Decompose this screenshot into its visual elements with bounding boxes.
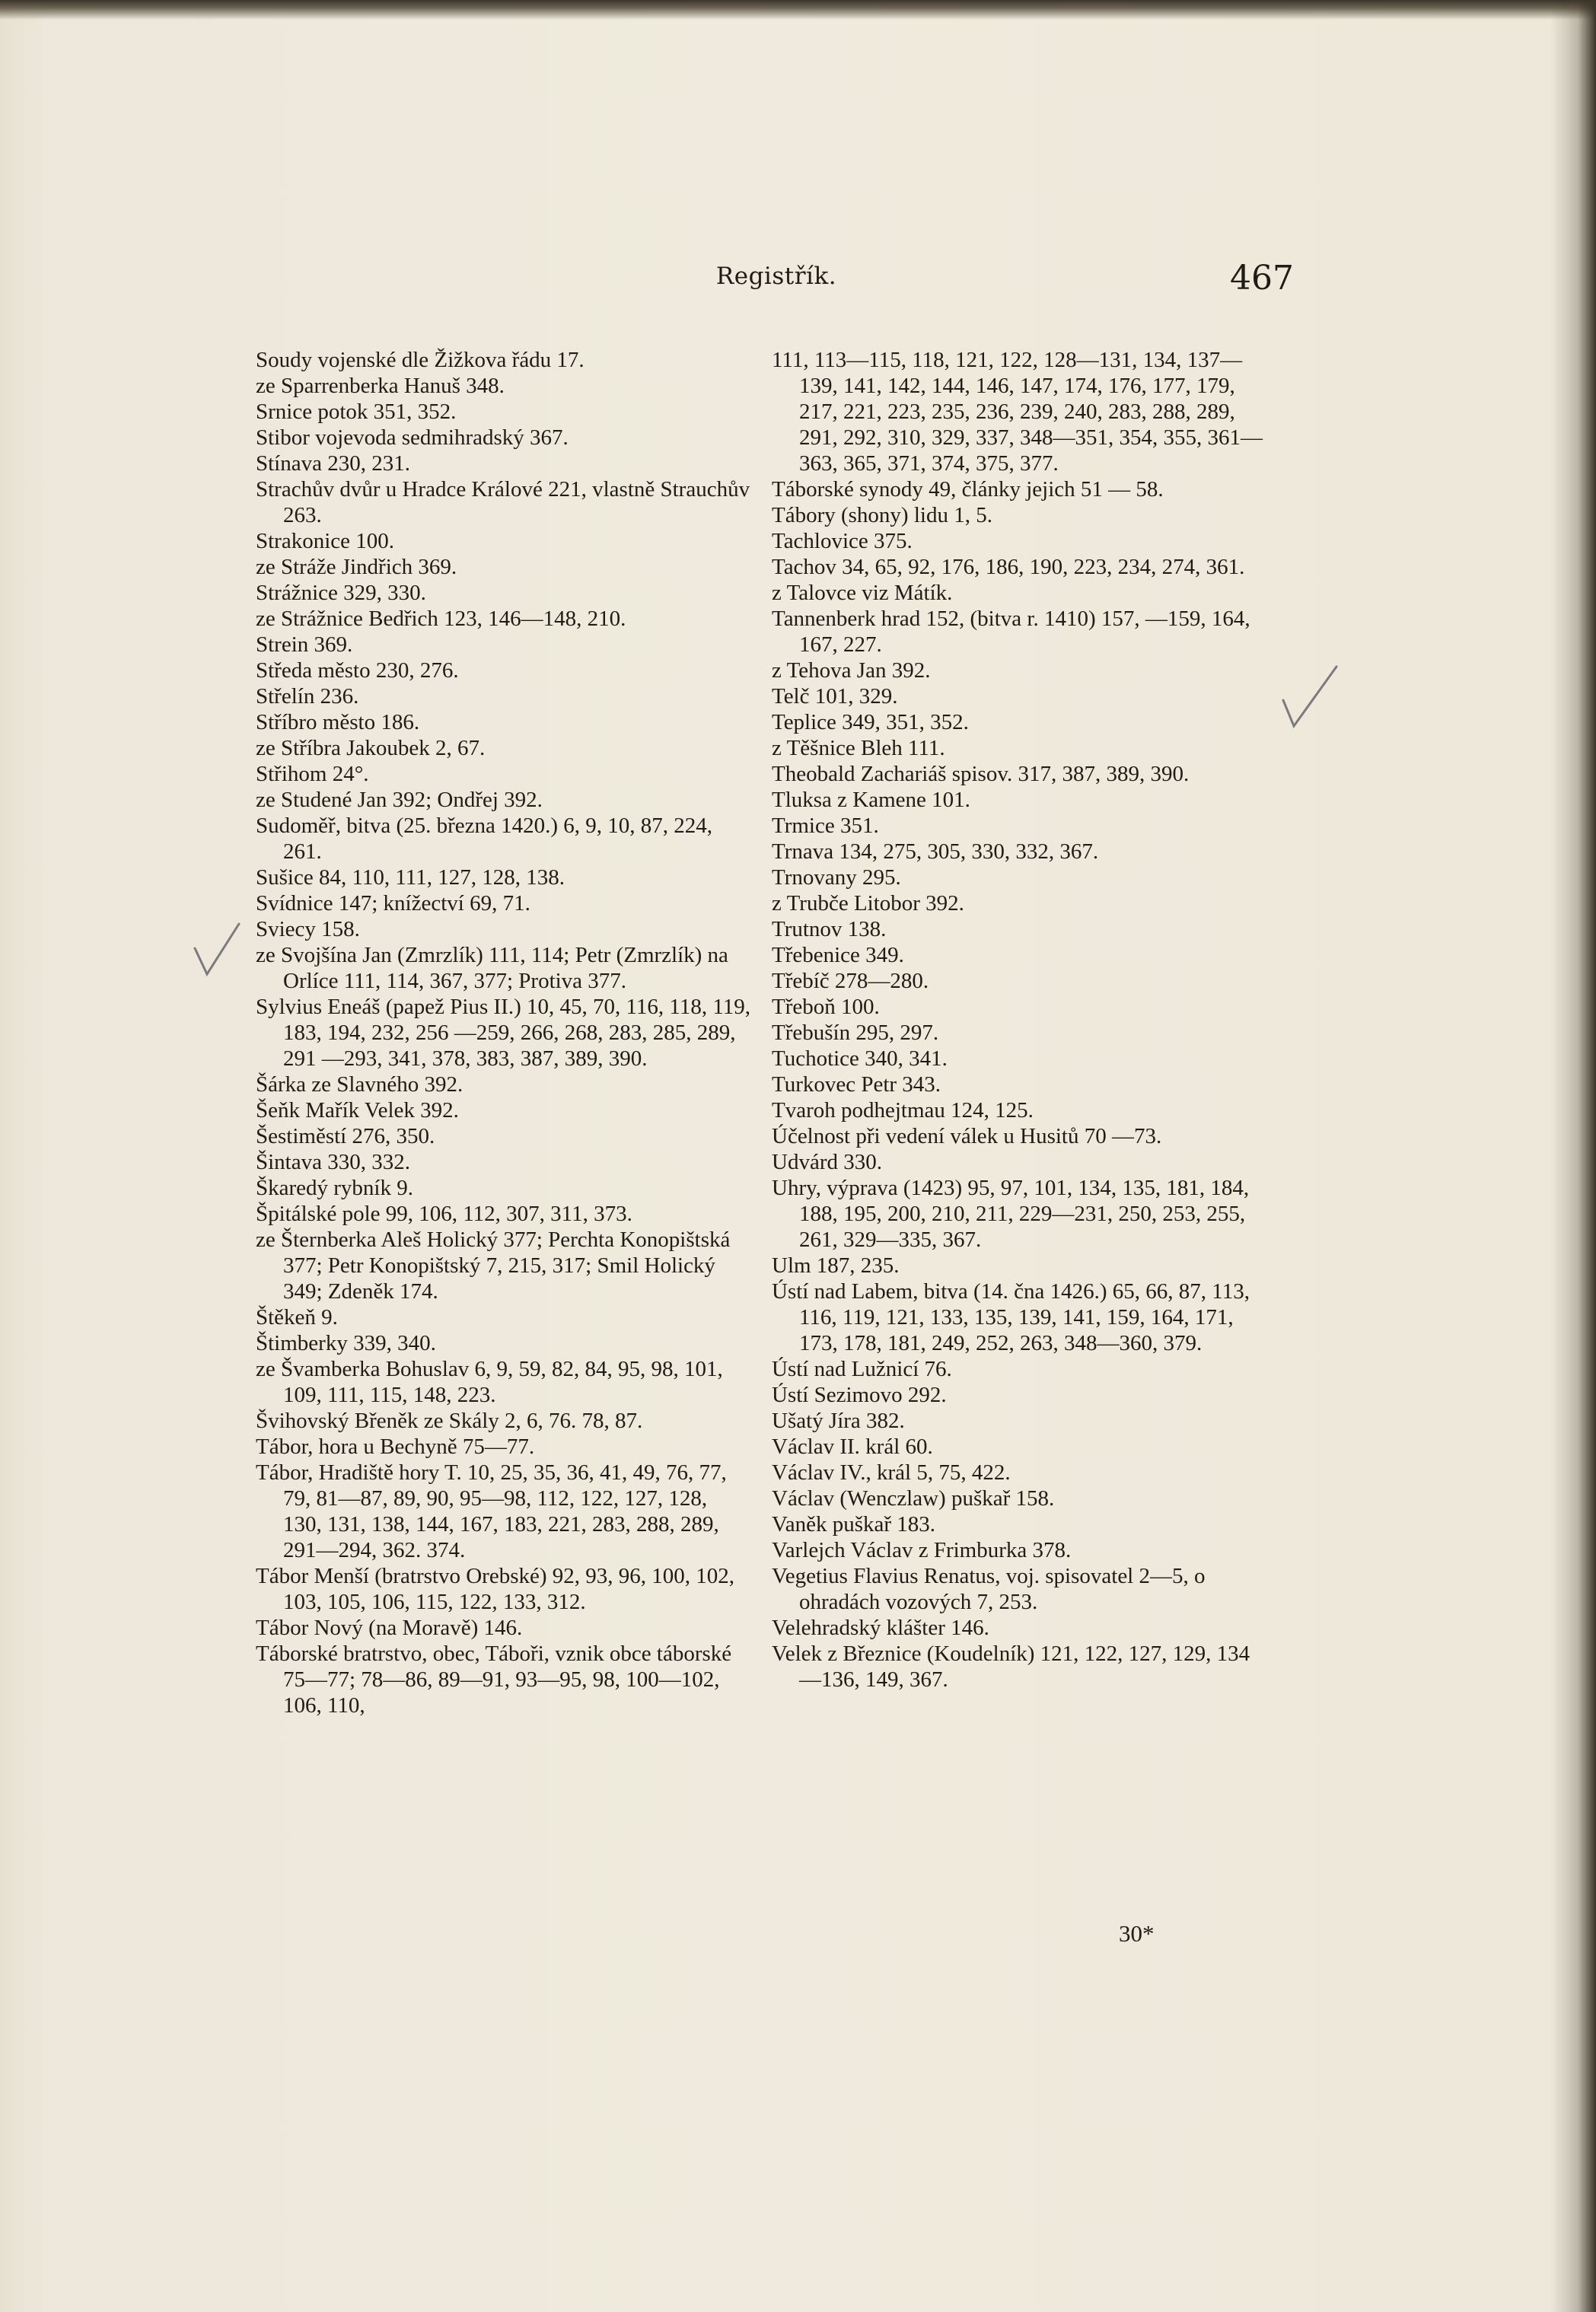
index-entry: Šintava 330, 332.: [256, 1150, 410, 1174]
index-entry: Václav II. král 60.: [772, 1435, 933, 1459]
running-head-title: Registřík.: [715, 263, 837, 290]
index-entry: Táborské synody 49, články jejich 51 — 58.: [772, 477, 1164, 502]
index-entry: Sylvius Eneáš (papež Pius II.) 10, 45, 70, 116, 118, 119, 183, 194, 232, 256 —259, 266, 268, 283, 285, 289, 291 —293, 341, 378, 383, 387, 389, 390.: [256, 995, 751, 1071]
checkmark-icon: [1279, 662, 1340, 731]
checkmark-icon: [190, 921, 244, 982]
index-entry: Turkovec Petr 343.: [772, 1072, 941, 1097]
index-entry: Tábor Nový (na Moravě) 146.: [256, 1616, 523, 1640]
index-entry: Třebíč 278—280.: [772, 969, 929, 993]
index-entry: Strachův dvůr u Hradce Králové 221, vlastně Strauchův 263.: [256, 477, 750, 527]
index-entry: ze Švamberka Bohuslav 6, 9, 59, 82, 84, 95, 98, 101, 109, 111, 115, 148, 223.: [256, 1357, 723, 1407]
index-entry: Táborské bratrstvo, obec, Táboři, vznik obce táborské 75—77; 78—86, 89—91, 93—95, 98, 100—102, 106, 110,: [256, 1642, 732, 1718]
index-entry: Velek z Březnice (Koudelník) 121, 122, 127, 129, 134—136, 149, 367.: [772, 1642, 1250, 1692]
index-entry: Strážnice 329, 330.: [256, 581, 426, 605]
index-entry: Třebenice 349.: [772, 943, 904, 967]
index-entry: Tluksa z Kamene 101.: [772, 788, 970, 812]
index-entry: Šárka ze Slavného 392.: [256, 1072, 464, 1097]
index-entry: ze Stráže Jindřich 369.: [256, 555, 457, 579]
index-entry: Štimberky 339, 340.: [256, 1331, 436, 1355]
index-entry: Varlejch Václav z Frimburka 378.: [772, 1538, 1072, 1562]
index-entry: Účelnost při vedení válek u Husitů 70 —73.: [772, 1124, 1162, 1148]
index-entry: ze Sparrenberka Hanuš 348.: [256, 374, 505, 398]
index-entry: Třeboň 100.: [772, 995, 880, 1019]
index-entry: Trnava 134, 275, 305, 330, 332, 367.: [772, 839, 1099, 864]
printer-signature-mark: 30*: [1119, 1920, 1155, 1947]
index-entry: Sudoměř, bitva (25. března 1420.) 6, 9, 10, 87, 224, 261.: [256, 814, 713, 864]
index-entry: Tachlovice 375.: [772, 529, 913, 553]
index-entry: Stříbro město 186.: [256, 710, 420, 734]
index-entry: z Trubče Litobor 392.: [772, 891, 964, 916]
index-entry: Tuchotice 340, 341.: [772, 1046, 948, 1071]
index-entry: Telč 101, 329.: [772, 684, 898, 709]
index-entry: Švihovský Břeněk ze Skály 2, 6, 76. 78, 87.: [256, 1409, 643, 1433]
index-entry: Tachov 34, 65, 92, 176, 186, 190, 223, 234, 274, 361.: [772, 555, 1245, 579]
index-entry: Ústí nad Lužnicí 76.: [772, 1357, 952, 1381]
index-entry: Václav IV., král 5, 75, 422.: [772, 1460, 1011, 1485]
index-entry: z Tehova Jan 392.: [772, 658, 931, 683]
index-entry: Sušice 84, 110, 111, 127, 128, 138.: [256, 865, 565, 890]
index-entry: ze Strážnice Bedřich 123, 146—148, 210.: [256, 607, 626, 631]
index-entry: ze Studené Jan 392; Ondřej 392.: [256, 788, 543, 812]
index-entry: ze Šternberka Aleš Holický 377; Perchta Konopištská 377; Petr Konopištský 7, 215, 317; Smil Holický 349; Zdeněk 174.: [256, 1228, 731, 1304]
index-entry: Svídnice 147; knížectví 69, 71.: [256, 891, 530, 916]
index-entry: Střihom 24°.: [256, 762, 369, 786]
index-entry: Tábory (shony) lidu 1, 5.: [772, 503, 992, 527]
index-entry: Trutnov 138.: [772, 917, 887, 941]
index-entry: Uhry, výprava (1423) 95, 97, 101, 134, 135, 181, 184, 188, 195, 200, 210, 211, 229—231, 250, 253, 255, 261, 329—335, 367.: [772, 1176, 1250, 1252]
index-entry: Strein 369.: [256, 632, 353, 657]
index-entry: Srnice potok 351, 352.: [256, 400, 457, 424]
index-entry: Tábor Menší (bratrstvo Orebské) 92, 93, 96, 100, 102, 103, 105, 106, 115, 122, 133, 312.: [256, 1564, 735, 1614]
index-entry: Teplice 349, 351, 352.: [772, 710, 969, 734]
index-entry: Trnovany 295.: [772, 865, 901, 890]
index-entry: Theobald Zachariáš spisov. 317, 387, 389, 390.: [772, 762, 1190, 786]
index-column-right: [772, 347, 1266, 1693]
index-entry: Střelín 236.: [256, 684, 359, 709]
index-entry: Sviecy 158.: [256, 917, 360, 941]
index-entry: z Talovce viz Mátík.: [772, 581, 953, 605]
index-entry: Tábor, hora u Bechyně 75—77.: [256, 1435, 535, 1459]
page-number: 467: [1230, 259, 1294, 298]
index-entry: Špitálské pole 99, 106, 112, 307, 311, 373.: [256, 1202, 632, 1226]
index-entry: Středa město 230, 276.: [256, 658, 459, 683]
index-entry: Soudy vojenské dle Žižkova řádu 17.: [256, 348, 585, 372]
index-entry: Udvárd 330.: [772, 1150, 882, 1174]
index-entry: Václav (Wenczlaw) puškař 158.: [772, 1486, 1055, 1511]
index-entry: Tannenberk hrad 152, (bitva r. 1410) 157, —159, 164, 167, 227.: [772, 607, 1250, 657]
index-entry: Škaredý rybník 9.: [256, 1176, 413, 1200]
page-edge-shadow: [1550, 0, 1596, 2312]
index-entry: Ulm 187, 235.: [772, 1253, 900, 1278]
index-entry: Vaněk puškař 183.: [772, 1512, 936, 1537]
index-entry: ze Svojšína Jan (Zmrzlík) 111, 114; Petr (Zmrzlík) na Orlíce 111, 114, 367, 377; Protiva 377.: [256, 943, 728, 993]
index-entry: Šeňk Mařík Velek 392.: [256, 1098, 459, 1123]
index-entry: Ústí nad Labem, bitva (14. čna 1426.) 65, 66, 87, 113, 116, 119, 121, 133, 135, 139, 141, 159, 164, 171, 173, 178, 181, 249, 252, 263, 348—360, 379.: [772, 1279, 1250, 1355]
index-entry: Trmice 351.: [772, 814, 879, 838]
index-entry: Vegetius Flavius Renatus, voj. spisovatel 2—5, o ohradách vozových 7, 253.: [772, 1564, 1206, 1614]
index-entry: Strakonice 100.: [256, 529, 395, 553]
index-entry: Třebušín 295, 297.: [772, 1021, 939, 1045]
index-entry: Štěkeň 9.: [256, 1305, 338, 1330]
index-entry: z Těšnice Bleh 111.: [772, 736, 945, 760]
index-entry: Šestiměstí 276, 350.: [256, 1124, 435, 1148]
index-entry: ze Stříbra Jakoubek 2, 67.: [256, 736, 486, 760]
page-top-edge: [0, 0, 1596, 20]
index-entry: Tábor, Hradiště hory T. 10, 25, 35, 36, 41, 49, 76, 77, 79, 81—87, 89, 90, 95—98, 112, 122, 127, 128, 130, 131, 138, 144, 167, 183, 221, 283, 288, 289, 291—294, 362. 374.: [256, 1460, 727, 1562]
index-column-left: [256, 347, 750, 1718]
index-entry: Tvaroh podhejtmau 124, 125.: [772, 1098, 1034, 1123]
index-entry: Stínava 230, 231.: [256, 451, 410, 476]
index-entry: 111, 113—115, 118, 121, 122, 128—131, 134, 137—139, 141, 142, 144, 146, 147, 174, 176, 177, 179, 217, 221, 223, 235, 236, 239, 240, 283, 288, 289, 291, 292, 310, 329, 337, 348—351, 354, 355, 361—363, 365, 371, 374, 375, 377.: [772, 348, 1263, 476]
index-entry: Ušatý Jíra 382.: [772, 1409, 905, 1433]
index-entry: Ústí Sezimovo 292.: [772, 1383, 947, 1407]
index-entry: Velehradský klášter 146.: [772, 1616, 989, 1640]
index-entry: Stibor vojevoda sedmihradský 367.: [256, 425, 569, 450]
